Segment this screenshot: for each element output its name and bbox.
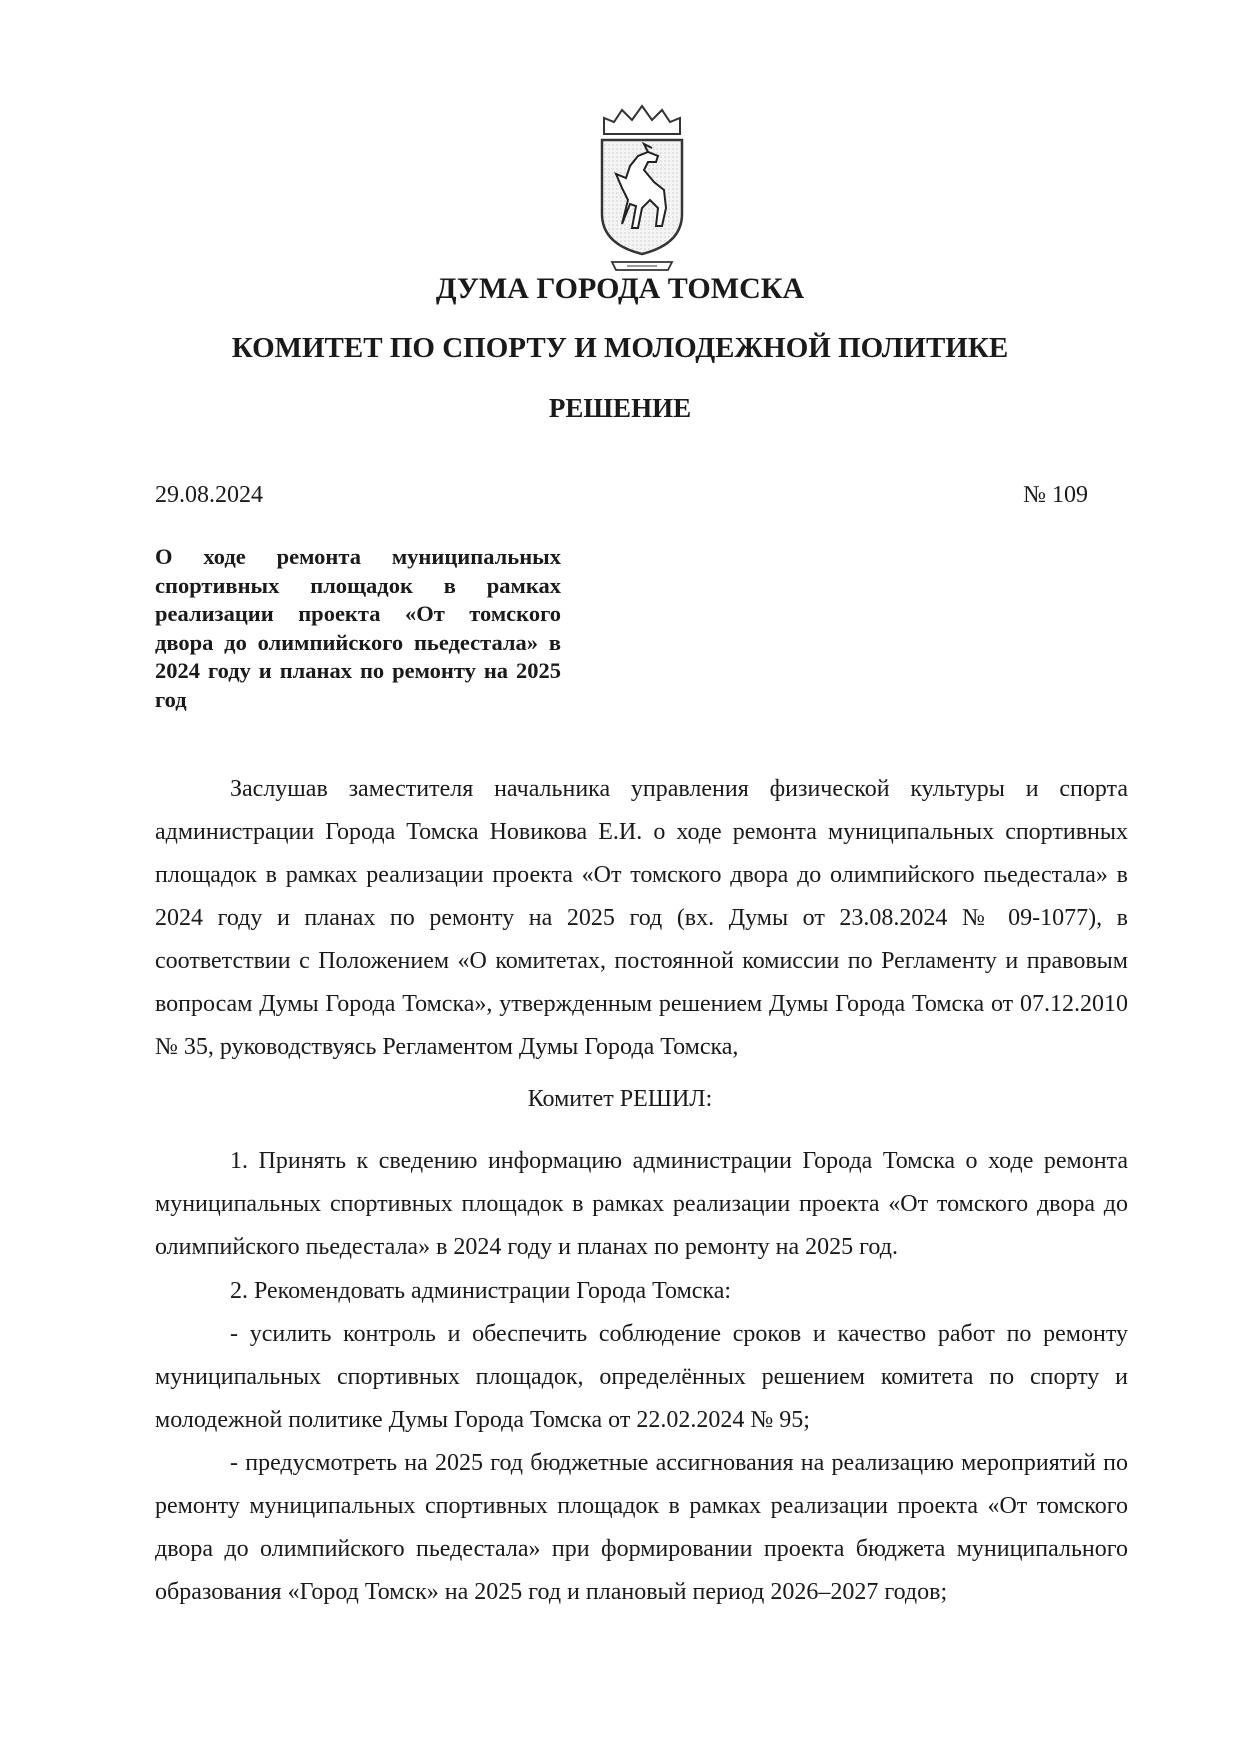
- document-date: 29.08.2024: [155, 482, 263, 508]
- decision-item-2: 2. Рекомендовать администрации Города Томска:: [230, 1278, 732, 1304]
- document-number: № 109: [1023, 482, 1088, 508]
- recommendation-item-2: - предусмотреть на 2025 год бюджетные ассигнования на реализацию мероприятий по ремонту муниципальных спортивных площадок в рамках реализации проекта «От томского двора до олимпийского пьедестала» при формировании проекта бюджета муниципального образования «Город Томск» на 2025 год и плановый период 2026–2027 годов;: [155, 1450, 1128, 1605]
- decision-heading: Комитет РЕШИЛ:: [527, 1086, 713, 1112]
- recommendation-item-1: - усилить контроль и обеспечить соблюдение сроков и качество работ по ремонту муниципальных спортивных площадок, определённых решением комитета по спорту и молодежной политике Думы Города Томска от 22.02.2024 № 95;: [155, 1321, 1128, 1433]
- tomsk-coat-of-arms-icon: [592, 104, 692, 274]
- document-subject: О ходе ремонта муниципальных спортивных площадок в рамках реализации проекта «От томского двора до олимпийского пьедестала» в 2024 году и планах по ремонту на 2025 год: [155, 544, 561, 712]
- organization-title: ДУМА ГОРОДА ТОМСКА: [435, 272, 805, 305]
- decision-item-1: 1. Принять к сведению информацию администрации Города Томска о ходе ремонта муниципальных спортивных площадок в рамках реализации проекта «От томского двора до олимпийского пьедестала» в 2024 году и планах по ремонту на 2025 год.: [155, 1148, 1128, 1260]
- document-type: РЕШЕНИЕ: [548, 393, 692, 423]
- committee-title: КОМИТЕТ ПО СПОРТУ И МОЛОДЕЖНОЙ ПОЛИТИКЕ: [231, 332, 1009, 364]
- preamble-paragraph: Заслушав заместителя начальника управления физической культуры и спорта администрации Города Томска Новикова Е.И. о ходе ремонта муниципальных спортивных площадок в рамках реализации проекта «От томского двора до олимпийского пьедестала» в 2024 году и планах по ремонту на 2025 год (вх. Думы от 23.08.2024 № 09-1077), в соответствии с Положением «О комитетах, постоянной комиссии по Регламенту и правовым вопросам Думы Города Томска», утвержденным решением Думы Города Томска от 07.12.2010 № 35, руководствуясь Регламентом Думы Города Томска,: [155, 776, 1128, 1060]
